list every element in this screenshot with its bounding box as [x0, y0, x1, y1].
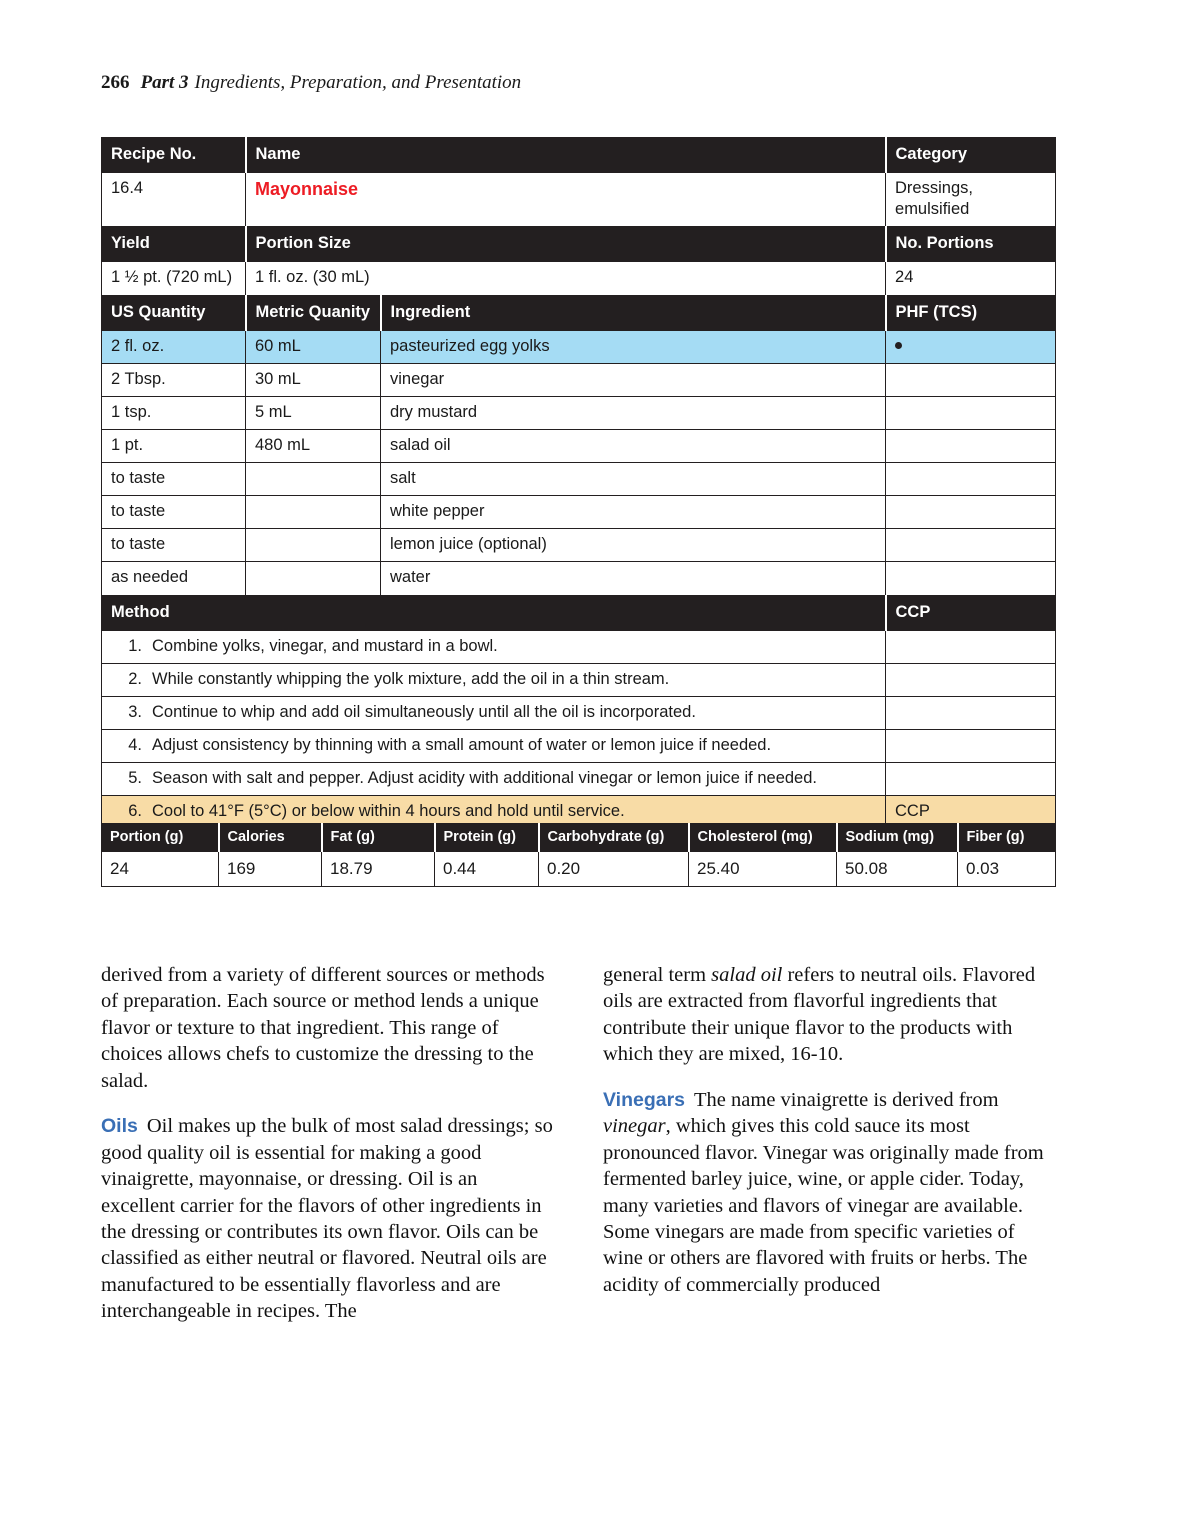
method-step-ccp-cell — [886, 663, 1056, 696]
ingredient-metric-quantity: 480 mL — [246, 429, 381, 462]
nutrition-column-header: Carbohydrate (g) — [539, 824, 689, 852]
ingredient-us-quantity: 2 fl. oz. — [102, 330, 246, 363]
yield-header: Yield — [102, 227, 246, 262]
ingredient-row — [102, 396, 1056, 429]
nutrition-value-cell: 0.20 — [539, 852, 689, 887]
ingredient-name: salad oil — [381, 429, 886, 462]
ingredient-row — [102, 363, 1056, 396]
ingredient-name: dry mustard — [381, 396, 886, 429]
method-step-text: Adjust consistency by thinning with a small amount of water or lemon juice if needed. — [152, 735, 772, 754]
running-head — [101, 72, 521, 94]
nutrition-value-cell: 18.79 — [322, 852, 435, 887]
method-step-number: 4. — [128, 735, 142, 754]
vinegars-heading: Vinegars — [603, 1088, 686, 1111]
nutrition-column-header: Portion (g) — [102, 824, 219, 852]
ingredient-metric-quantity — [246, 562, 381, 595]
nutrition-value-cell: 0.44 — [435, 852, 539, 887]
ingredient-row — [102, 463, 1056, 496]
ingredient-metric-quantity: 60 mL — [246, 330, 381, 363]
vinegars-paragraph — [603, 1087, 1055, 1299]
recipe-no-header: Recipe No. — [102, 138, 246, 173]
ingredient-us-quantity: to taste — [102, 496, 246, 529]
method-step-number: 3. — [128, 702, 142, 721]
method-header-row — [102, 595, 1056, 630]
ingredient-name: vinegar — [381, 363, 886, 396]
method-step-text: Cool to 41°F (5°C) or below within 4 hours and hold until service. — [152, 802, 625, 821]
yield-value: 1 ½ pt. (720 mL) — [102, 262, 246, 295]
ingredient-phf-cell — [886, 496, 1056, 529]
nutrition-table — [101, 823, 1056, 887]
nutrition-values-row — [102, 852, 1056, 887]
part-title: Ingredients, Preparation, and Presentation — [194, 72, 522, 93]
ingredient-name: water — [381, 562, 886, 595]
nutrition-column-header: Calories — [219, 824, 322, 852]
ingredient-metric-quantity — [246, 496, 381, 529]
portion-size-header: Portion Size — [246, 227, 886, 262]
nutrition-value-cell: 0.03 — [958, 852, 1056, 887]
recipe-identity-row — [102, 173, 1056, 227]
nutrition-column-header: Fiber (g) — [958, 824, 1056, 852]
ingredient-us-quantity: 1 tsp. — [102, 396, 246, 429]
recipe-category-header: Category — [886, 138, 1056, 173]
nutrition-value-cell: 25.40 — [689, 852, 837, 887]
phf-header: PHF (TCS) — [886, 295, 1056, 330]
body-columns — [101, 962, 1055, 1325]
page-number: 266 — [101, 72, 130, 93]
yield-row — [102, 262, 1056, 295]
nutrition-value-cell: 169 — [219, 852, 322, 887]
ingredient-name: white pepper — [381, 496, 886, 529]
method-step-ccp-cell — [886, 630, 1056, 663]
ingredient-metric-quantity — [246, 463, 381, 496]
nutrition-column-header: Cholesterol (mg) — [689, 824, 837, 852]
ingredient-metric-quantity: 30 mL — [246, 363, 381, 396]
method-step-row — [102, 729, 1056, 762]
ingredient-metric-quantity: 5 mL — [246, 396, 381, 429]
method-step-row — [102, 696, 1056, 729]
salad-oil-paragraph — [603, 962, 1055, 1068]
portion-size-value: 1 fl. oz. (30 mL) — [246, 262, 886, 295]
ingredient-phf-cell — [886, 429, 1056, 462]
method-step-text: Combine yolks, vinegar, and mustard in a bowl. — [152, 636, 498, 655]
method-step-text: While constantly whipping the yolk mixture, add the oil in a thin stream. — [152, 669, 670, 688]
recipe-name-value: Mayonnaise — [246, 173, 886, 227]
method-step-number: 1. — [128, 636, 142, 655]
recipe-identity-header-row — [102, 138, 1056, 173]
salad-oil-italic-term: salad oil — [711, 964, 783, 986]
salad-oil-text-lead: general term — [603, 964, 712, 986]
oils-heading: Oils — [101, 1115, 138, 1138]
ingredient-header: Ingredient — [381, 295, 886, 330]
metric-quantity-header: Metric Quanity — [246, 295, 381, 330]
recipe-category-value: Dressings, emulsified — [886, 173, 1056, 227]
ingredient-name: pasteurized egg yolks — [381, 330, 886, 363]
yield-header-row — [102, 227, 1056, 262]
nutrition-value-cell: 24 — [102, 852, 219, 887]
method-step-ccp-cell: CCP — [886, 796, 1056, 829]
method-step-row — [102, 663, 1056, 696]
recipe-no-value: 16.4 — [102, 173, 246, 227]
ingredient-phf-cell — [886, 330, 1056, 363]
method-step-row — [102, 763, 1056, 796]
ingredient-us-quantity: to taste — [102, 463, 246, 496]
paragraph-continuation: derived from a variety of different sources or methods of preparation. Each source or method lends a unique flavor or texture to that ingredient. This range of choices allows chefs to customize the dressing to the salad. — [101, 964, 545, 1092]
ingredient-row — [102, 429, 1056, 462]
nutrition-column-header: Sodium (mg) — [837, 824, 958, 852]
method-step-ccp-cell — [886, 763, 1056, 796]
ingredient-phf-cell — [886, 562, 1056, 595]
nutrition-column-header: Fat (g) — [322, 824, 435, 852]
ingredient-us-quantity: to taste — [102, 529, 246, 562]
nutrition-header-row — [102, 824, 1056, 852]
right-column — [603, 962, 1055, 1325]
ingredient-phf-cell — [886, 529, 1056, 562]
oils-body-text: Oil makes up the bulk of most salad dressings; so good quality oil is essential for making a good vinaigrette, mayonnaise, or dressing. Oil is an excellent carrier for the flavors of other ingredients in the dressing or contributes its own flavor. Oils can be classified as either neutral or flavored. Neutral oils are manufactured to be essentially flavorless and are interchangeable in recipes. The — [101, 1115, 553, 1323]
vinegars-text-tail: , which gives this cold sauce its most pronounced flavor. Vinegar was originally made from fermented barley juice, wine, or apple cider. Today, many varieties and flavors of vinegar are available. Some vinegars are made from specific varieties of wine or others are flavored with fruits or herbs. The acidity of commercially produced — [603, 1115, 1044, 1296]
recipe-name-header: Name — [246, 138, 886, 173]
ingredient-us-quantity: 2 Tbsp. — [102, 363, 246, 396]
method-step-cell — [102, 729, 886, 762]
oils-paragraph — [101, 1113, 553, 1325]
no-portions-value: 24 — [886, 262, 1056, 295]
ccp-header: CCP — [886, 595, 1056, 630]
ingredient-row — [102, 562, 1056, 595]
no-portions-header: No. Portions — [886, 227, 1056, 262]
method-step-ccp-cell — [886, 729, 1056, 762]
vinegar-italic-term: vinegar — [603, 1115, 666, 1138]
recipe-table — [101, 137, 1056, 829]
method-step-cell — [102, 663, 886, 696]
ingredient-row — [102, 496, 1056, 529]
phf-bullet-icon — [895, 342, 902, 349]
ingredient-phf-cell — [886, 463, 1056, 496]
method-step-number: 2. — [128, 669, 142, 688]
ingredient-us-quantity: as needed — [102, 562, 246, 595]
ingredient-row — [102, 529, 1056, 562]
ingredient-phf-cell — [886, 363, 1056, 396]
method-step-text: Continue to whip and add oil simultaneously until all the oil is incorporated. — [152, 702, 696, 721]
method-step-text: Season with salt and pepper. Adjust acidity with additional vinegar or lemon juice if needed. — [152, 769, 817, 788]
ingredient-phf-cell — [886, 396, 1056, 429]
method-step-cell — [102, 696, 886, 729]
us-quantity-header: US Quantity — [102, 295, 246, 330]
method-step-row — [102, 630, 1056, 663]
ingredient-name: salt — [381, 463, 886, 496]
vinegars-text-lead: The name vinaigrette is derived from — [694, 1088, 999, 1111]
method-step-cell — [102, 630, 886, 663]
nutrition-value-cell: 50.08 — [837, 852, 958, 887]
part-label: Part 3 — [140, 72, 189, 93]
ingredient-row — [102, 330, 1056, 363]
method-step-cell — [102, 763, 886, 796]
ingredient-us-quantity: 1 pt. — [102, 429, 246, 462]
method-step-number: 6. — [128, 802, 142, 821]
ingredient-metric-quantity — [246, 529, 381, 562]
nutrition-column-header: Protein (g) — [435, 824, 539, 852]
salad-oil-text-tail: refers to neutral oils. Flavored oils are extracted from flavorful ingredients that contribute their unique flavor to the products with which they are mixed, 16-10. — [603, 964, 1036, 1066]
ingredient-name: lemon juice (optional) — [381, 529, 886, 562]
method-step-ccp-cell — [886, 696, 1056, 729]
method-step-number: 5. — [128, 769, 142, 788]
method-header: Method — [102, 595, 886, 630]
left-column — [101, 962, 553, 1325]
ingredient-header-row — [102, 295, 1056, 330]
